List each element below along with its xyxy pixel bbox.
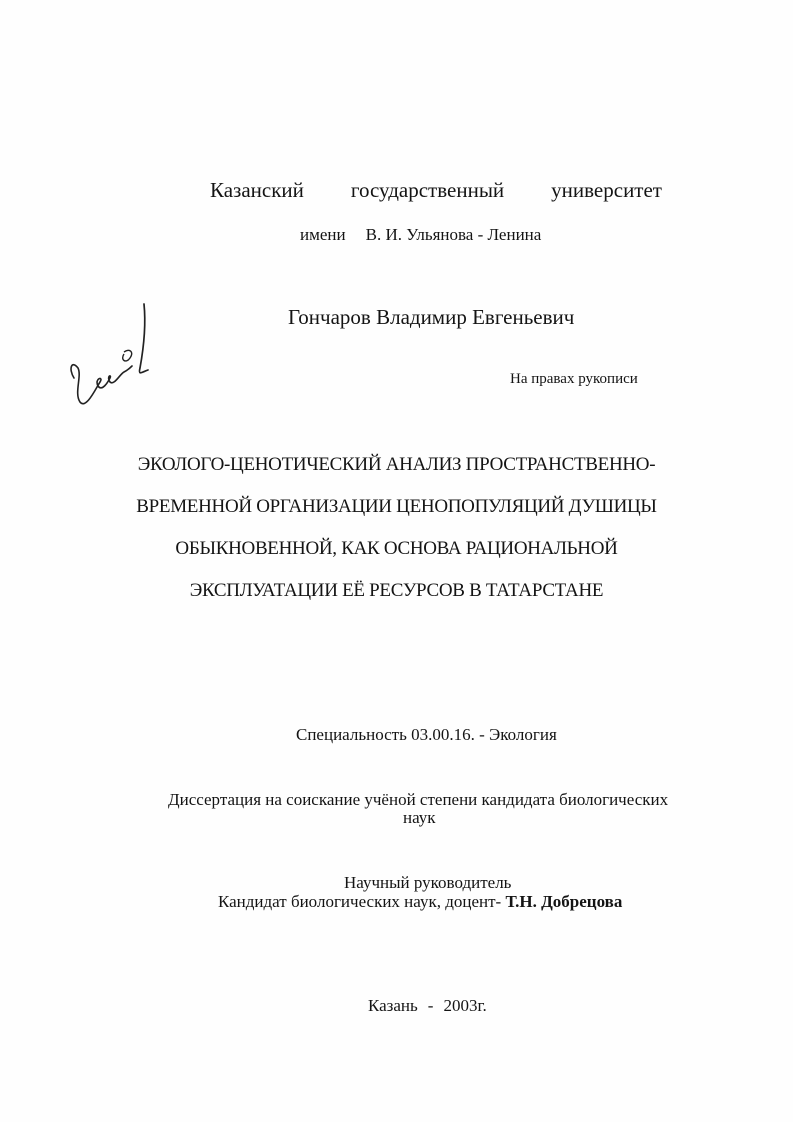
supervisor-label: Научный руководитель (344, 873, 512, 892)
place-and-year (368, 996, 487, 1016)
place-dash: - (427, 996, 434, 1015)
supervisor-name: Т.Н. Добрецова (505, 892, 623, 911)
university-named-after (300, 225, 541, 245)
dissertation-title-line-1: ЭКОЛОГО-ЦЕНОТИЧЕСКИЙ АНАЛИЗ ПРОСТРАНСТВЕННО- (137, 454, 656, 475)
author-name: Гончаров Владимир Евгеньевич (288, 305, 575, 329)
dissertation-degree-line-2: наук (403, 808, 436, 827)
named-prefix: имени (300, 225, 346, 244)
supervisor-degree: Кандидат биологических наук, доцент- (218, 892, 502, 911)
handwritten-signature (60, 298, 160, 413)
dissertation-title-line-2: ВРЕМЕННОЙ ОРГАНИЗАЦИИ ЦЕНОПОПУЛЯЦИЙ ДУШИЦЫ (136, 496, 657, 517)
dissertation-degree-line-1: Диссертация на соискание учёной степени кандидата биологических (168, 790, 669, 809)
named-after-person: В. И. Ульянова - Ленина (365, 225, 542, 244)
university-name (210, 178, 662, 203)
university-word-2: государственный (350, 178, 505, 202)
university-word-1: Казанский (210, 178, 304, 202)
specialty: Специальность 03.00.16. - Экология (296, 725, 557, 744)
supervisor-line (218, 892, 622, 912)
university-word-3: университет (551, 178, 662, 202)
city: Казань (368, 996, 418, 1015)
dissertation-title-line-3: ОБЫКНОВЕННОЙ, КАК ОСНОВА РАЦИОНАЛЬНОЙ (175, 538, 618, 559)
year: 2003г. (443, 996, 487, 1015)
manuscript-rights-note: На правах рукописи (510, 371, 638, 387)
dissertation-title-line-4: ЭКСПЛУАТАЦИИ ЕЁ РЕСУРСОВ В ТАТАРСТАНЕ (189, 580, 604, 601)
